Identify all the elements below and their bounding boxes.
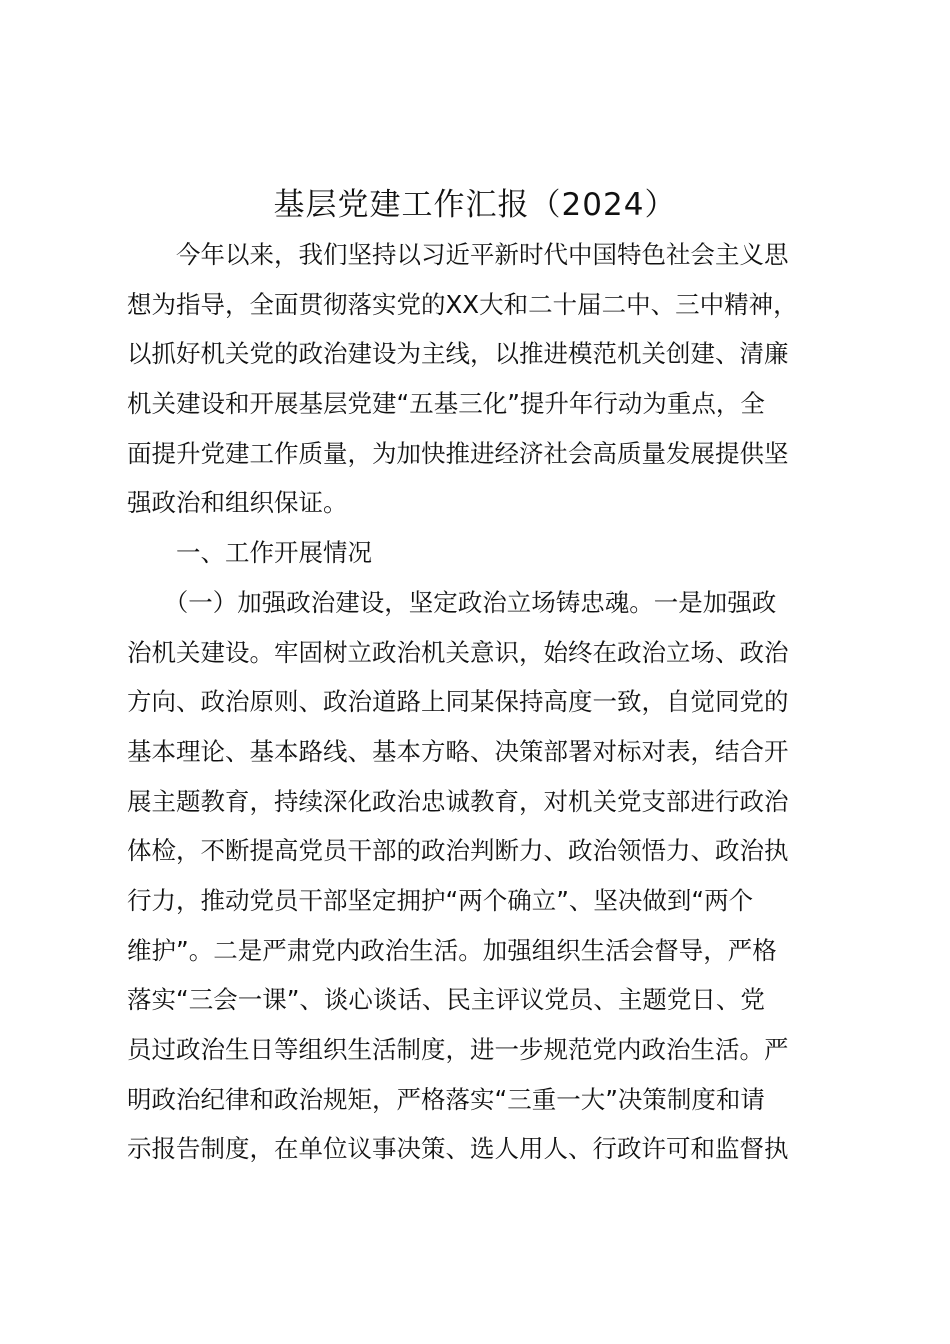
body-line: 明政治纪律和政治规矩，严格落实“三重一大”决策制度和请: [127, 1084, 765, 1114]
document-title: 基层党建工作汇报（2024）: [273, 187, 677, 223]
body-line: 基本理论、基本路线、基本方略、决策部署对标对表，结合开: [127, 736, 789, 766]
body-line: 面提升党建工作质量，为加快推进经济社会高质量发展提供坚: [127, 438, 789, 468]
body-line: 展主题教育，持续深化政治忠诚教育，对机关党支部进行政治: [127, 786, 789, 816]
body-line: 想为指导，全面贯彻落实党的XX大和二十届二中、三中精神，: [127, 289, 798, 319]
body-line: 落实“三会一课”、谈心谈话、民主评议党员、主题党日、党: [127, 985, 765, 1015]
body-line: 行力，推动党员干部坚定拥护“两个确立”、坚决做到“两个: [127, 885, 754, 915]
body-line: 体检，不断提高党员干部的政治判断力、政治领悟力、政治执: [127, 836, 789, 866]
body-line: 示报告制度，在单位议事决策、选人用人、行政许可和监督执: [127, 1134, 789, 1164]
section-heading: 一、工作开展情况: [127, 538, 372, 568]
document-body: [127, 230, 867, 1174]
body-line: （一）加强政治建设，坚定政治立场铸忠魂。一是加强政: [127, 587, 777, 617]
body-line: 以抓好机关党的政治建设为主线，以推进模范机关创建、清廉: [127, 339, 789, 369]
body-line: 方向、政治原则、政治道路上同某保持高度一致，自觉同党的: [127, 687, 789, 717]
body-line: 机关建设和开展基层党建“五基三化”提升年行动为重点，全: [127, 389, 765, 419]
body-line: 维护”。二是严肃党内政治生活。加强组织生活会督导，严格: [127, 935, 777, 965]
body-line: 治机关建设。牢固树立政治机关意识，始终在政治立场、政治: [127, 637, 789, 667]
body-line: 员过政治生日等组织生活制度，进一步规范党内政治生活。严: [127, 1035, 789, 1064]
body-line: 强政治和组织保证。: [127, 488, 348, 518]
body-line: 今年以来，我们坚持以习近平新时代中国特色社会主义思: [127, 240, 789, 269]
